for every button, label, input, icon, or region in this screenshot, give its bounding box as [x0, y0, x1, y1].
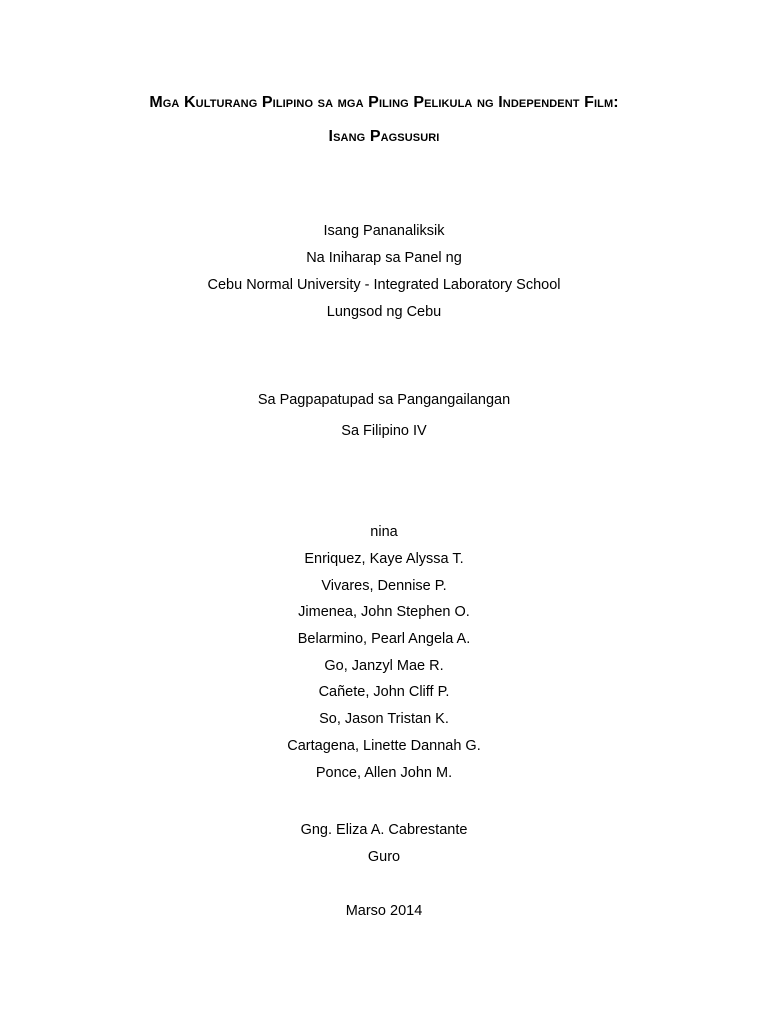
teacher-name: Gng. Eliza A. Cabrestante: [300, 822, 468, 838]
requirement-line-2: Sa Filipino IV: [341, 423, 427, 439]
author-name: Ponce, Allen John M.: [315, 765, 453, 781]
submission-line-3: Cebu Normal University - Integrated Laboratory School: [207, 277, 561, 293]
requirement-line-1: Sa Pagpapatupad sa Pangangailangan: [257, 392, 511, 408]
submission-line-2: Na Iniharap sa Panel ng: [306, 250, 462, 266]
submission-line-4: Lungsod ng Cebu: [326, 304, 442, 320]
author-name: Go, Janzyl Mae R.: [324, 658, 444, 674]
author-name: Enriquez, Kaye Alyssa T.: [304, 551, 464, 567]
submission-line-1: Isang Pananaliksik: [323, 223, 445, 239]
title-line-1: Mga Kulturang Pilipino sa mga Piling Pelikula ng Independent Film:: [149, 94, 619, 111]
author-name: Cartagena, Linette Dannah G.: [287, 738, 481, 754]
author-name: Cañete, John Cliff P.: [318, 684, 450, 700]
author-name: Jimenea, John Stephen O.: [298, 604, 470, 620]
author-name: So, Jason Tristan K.: [319, 711, 449, 727]
author-name: Vivares, Dennise P.: [321, 578, 447, 594]
teacher-role: Guro: [367, 849, 401, 865]
authors-label: nina: [370, 524, 398, 540]
title-line-2: Isang Pagsusuri: [328, 128, 440, 145]
document-date: Marso 2014: [345, 903, 423, 919]
author-name: Belarmino, Pearl Angela A.: [297, 631, 471, 647]
